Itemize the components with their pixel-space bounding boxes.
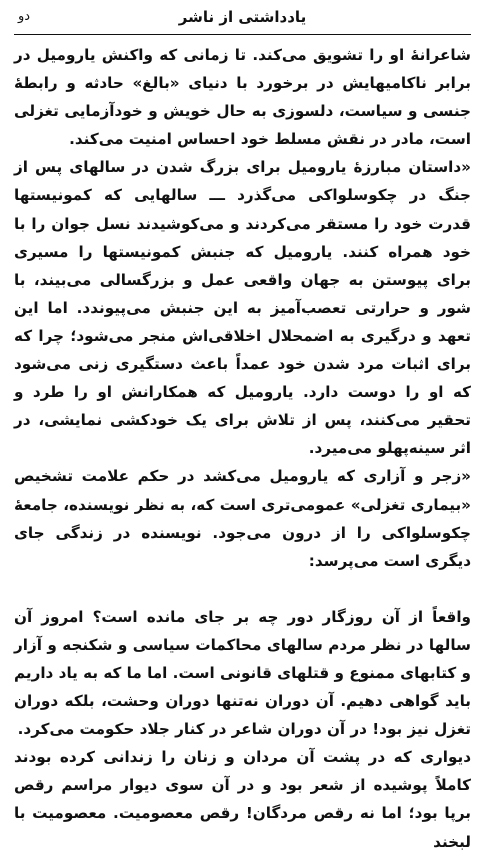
paragraph-1: شاعرانهٔ او را تشویق می‌کند. تا زمانی که واکنش یارومیل در برابر ناکامیهایش در برخورد با دنیای «بالغ» حادثه و رابطهٔ جنسی و سیاست، دلسوزی به حال خویش و خودآزمایی تغزلی است، مادر در نقش مسلط خود احساس امنیت می‌کند. bbox=[14, 46, 471, 149]
body-text bbox=[14, 41, 471, 856]
header-rule bbox=[14, 34, 471, 35]
quote-spacer bbox=[14, 575, 471, 603]
page-header bbox=[14, 6, 471, 34]
paragraph-3: «زجر و آزاری که یارومیل می‌کشد در حکم علامت تشخیص «بیماری تغزلی» عمومی‌تری است که، به نظر نویسنده، جامعهٔ چکوسلواکی را از درون می‌جود. نویسنده در زندگی جای دیگری است می‌پرسد: bbox=[14, 467, 471, 570]
quote-paragraph-2: دیواری که در پشت آن مردان و زنان را زندانی کرده بودند کاملاً پوشیده از شعر بود و در آن سوی دیوار مراسم رقص برپا بود؛ اما نه رقص مردگان! رقص معصومیت. معصومیت با لبخند bbox=[14, 748, 471, 851]
paragraph-2: «داستان مبارزهٔ یارومیل برای بزرگ شدن در سالهای پس از جنگ در چکوسلواکی می‌گذرد ـــ سالهایی که کمونیستها قدرت خود را مستقر می‌کردند و می‌کوشیدند نسل جوان را با خود همراه کنند. یارومیل که جنبش کمونیستها را مسیری برای پیوستن به جهان واقعی عمل و بزرگسالی می‌بیند، با شور و حرارتی تعصب‌آمیز به این جنبش می‌پیوندد. اما این تعهد و درگیری به اضمحلال اخلاقی‌اش منجر می‌شود؛ چرا که برای اثبات مرد شدن خود عمداً باعث دستگیری زنی می‌شود که او را دوست دارد. یارومیل که همکارانش او را طرد و تحقیر می‌کنند، پس از تلاش برای یک خودکشی نمایشی، در اثر سینه‌پهلو می‌میرد. bbox=[14, 158, 471, 458]
quote-paragraph-1: واقعاً از آن روزگار دور چه بر جای مانده است؟ امروز آن سالها در نظر مردم سالهای محاکمات سیاسی و شکنجه و آزار و کتابهای ممنوع و قتلهای قانونی است. اما ما که به یاد داریم باید گواهی دهیم. آن دوران نه‌تنها دوران وحشت، بلکه دوران تغزل نیز بود! در آن دوران شاعر در کنار جلاد حکومت می‌کرد. bbox=[14, 607, 471, 739]
running-title: یادداشتی از ناشر bbox=[178, 8, 307, 26]
page-number: دو bbox=[18, 9, 31, 24]
